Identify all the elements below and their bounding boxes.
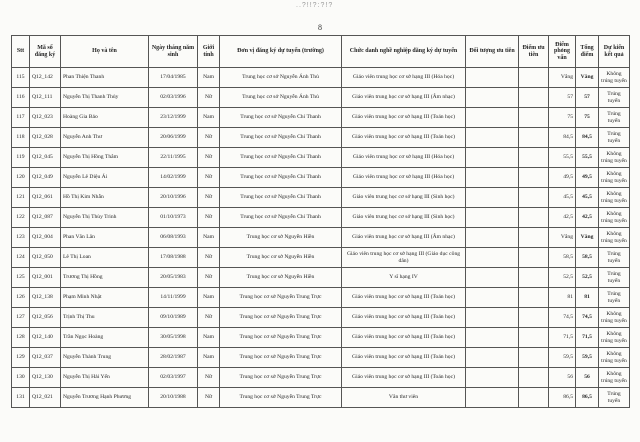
- cell-chuc-danh: Giáo viên trung học cơ sở hạng III (Sinh học): [342, 208, 466, 228]
- cell-tong-diem: 57: [576, 88, 599, 108]
- cell-ho-ten: Hồ Thị Kim Nhẫn: [61, 188, 149, 208]
- table-row: [12, 288, 630, 308]
- table-row: [12, 228, 630, 248]
- cell-chuc-danh: Giáo viên trung học cơ sở hạng III (Sinh học): [342, 188, 466, 208]
- cell-du-kien: Không trúng tuyển: [599, 148, 630, 168]
- cell-du-kien: Không trúng tuyển: [599, 208, 630, 228]
- page-number: 8: [318, 23, 322, 32]
- cell-ngay-sinh: 23/12/1999: [149, 108, 198, 128]
- cell-du-kien: Trúng tuyển: [599, 268, 630, 288]
- cell-ngay-sinh: 20/05/1983: [149, 268, 198, 288]
- cell-doi-tuong: [466, 308, 519, 328]
- cell-ma-so: Q12_087: [30, 208, 61, 228]
- table-row: [12, 148, 630, 168]
- table-header-row: [12, 36, 630, 68]
- results-table: [11, 35, 630, 408]
- cell-doi-tuong: [466, 348, 519, 368]
- cell-doi-tuong: [466, 288, 519, 308]
- cell-gioi-tinh: Nữ: [198, 168, 220, 188]
- cell-ma-so: Q12_061: [30, 188, 61, 208]
- header-stt: Stt: [12, 36, 30, 68]
- header-du-kien: Dự kiến kết quả: [599, 36, 630, 68]
- cell-gioi-tinh: Nam: [198, 68, 220, 88]
- cell-diem-uu-tien: [519, 168, 549, 188]
- cell-stt: 122: [12, 208, 30, 228]
- cell-ngay-sinh: 14/11/1999: [149, 288, 198, 308]
- cell-gioi-tinh: Nam: [198, 108, 220, 128]
- cell-ma-so: Q12_050: [30, 248, 61, 268]
- table-row: [12, 68, 630, 88]
- header-tong-diem: Tổng điểm: [576, 36, 599, 68]
- cell-diem-uu-tien: [519, 348, 549, 368]
- cell-don-vi: Trung học cơ sở Nguyễn Ánh Thủ: [220, 88, 342, 108]
- cell-doi-tuong: [466, 388, 519, 408]
- cell-don-vi: Trung học cơ sở Nguyễn Trung Trực: [220, 288, 342, 308]
- cell-stt: 124: [12, 248, 30, 268]
- cell-ma-so: Q12_111: [30, 88, 61, 108]
- cell-ma-so: Q12_023: [30, 108, 61, 128]
- cell-du-kien: Trúng tuyển: [599, 288, 630, 308]
- cell-chuc-danh: Giáo viên trung học cơ sở hạng III (Âm nhạc): [342, 88, 466, 108]
- cell-chuc-danh: Y sĩ hạng IV: [342, 268, 466, 288]
- cell-diem-uu-tien: [519, 148, 549, 168]
- cell-ho-ten: Trương Thị Hồng: [61, 268, 149, 288]
- cell-du-kien: Không trúng tuyển: [599, 168, 630, 188]
- cell-stt: 130: [12, 368, 30, 388]
- table-row: [12, 108, 630, 128]
- cell-don-vi: Trung học cơ sở Nguyễn Chí Thanh: [220, 188, 342, 208]
- table-row: [12, 388, 630, 408]
- cell-gioi-tinh: Nam: [198, 228, 220, 248]
- cell-du-kien: Không trúng tuyển: [599, 68, 630, 88]
- cell-chuc-danh: Giáo viên trung học cơ sở hạng III (Toán học): [342, 308, 466, 328]
- cell-diem-phong-van: Vắng: [549, 68, 576, 88]
- cell-diem-phong-van: 56: [549, 368, 576, 388]
- cell-tong-diem: 71,5: [576, 328, 599, 348]
- cell-diem-uu-tien: [519, 208, 549, 228]
- cell-gioi-tinh: Nữ: [198, 268, 220, 288]
- cell-tong-diem: 45,5: [576, 188, 599, 208]
- cell-ma-so: Q12_130: [30, 368, 61, 388]
- cell-chuc-danh: Giáo viên trung học cơ sở hạng III (Toán học): [342, 348, 466, 368]
- header-ngay-sinh: Ngày tháng năm sinh: [149, 36, 198, 68]
- cell-diem-phong-van: 52,5: [549, 268, 576, 288]
- cell-stt: 125: [12, 268, 30, 288]
- cell-ngay-sinh: 20/10/1988: [149, 388, 198, 408]
- cell-ma-so: Q12_001: [30, 268, 61, 288]
- cell-stt: 126: [12, 288, 30, 308]
- cell-ngay-sinh: 20/06/1999: [149, 128, 198, 148]
- cell-ho-ten: Trần Ngọc Hoàng: [61, 328, 149, 348]
- cell-gioi-tinh: Nữ: [198, 368, 220, 388]
- cell-ma-so: Q12_021: [30, 388, 61, 408]
- table-row: [12, 348, 630, 368]
- cell-doi-tuong: [466, 88, 519, 108]
- cell-doi-tuong: [466, 268, 519, 288]
- cell-diem-phong-van: 81: [549, 288, 576, 308]
- cell-chuc-danh: Giáo viên trung học cơ sở hạng III (Toán học): [342, 328, 466, 348]
- cell-ma-so: Q12_028: [30, 128, 61, 148]
- cell-gioi-tinh: Nữ: [198, 148, 220, 168]
- cell-diem-phong-van: 45,5: [549, 188, 576, 208]
- cell-du-kien: Trúng tuyển: [599, 388, 630, 408]
- cell-diem-uu-tien: [519, 68, 549, 88]
- cell-tong-diem: Vắng: [576, 228, 599, 248]
- cell-chuc-danh: Giáo viên trung học cơ sở hạng III (Hóa học): [342, 148, 466, 168]
- cell-diem-phong-van: 86,5: [549, 388, 576, 408]
- cell-ho-ten: Phan Thiện Thanh: [61, 68, 149, 88]
- table-row: [12, 368, 630, 388]
- cell-diem-phong-van: 75: [549, 108, 576, 128]
- table-row: [12, 88, 630, 108]
- cell-diem-uu-tien: [519, 308, 549, 328]
- table-row: [12, 188, 630, 208]
- cell-ma-so: Q12_138: [30, 288, 61, 308]
- cell-doi-tuong: [466, 108, 519, 128]
- cell-doi-tuong: [466, 168, 519, 188]
- cell-diem-phong-van: Vắng: [549, 228, 576, 248]
- cell-ngay-sinh: 09/10/1989: [149, 308, 198, 328]
- cell-diem-phong-van: 84,5: [549, 128, 576, 148]
- cell-ma-so: Q12_004: [30, 228, 61, 248]
- cell-doi-tuong: [466, 68, 519, 88]
- cell-don-vi: Trung học cơ sở Nguyễn Trung Trực: [220, 308, 342, 328]
- cell-du-kien: Không trúng tuyển: [599, 368, 630, 388]
- cell-diem-uu-tien: [519, 228, 549, 248]
- cell-diem-uu-tien: [519, 88, 549, 108]
- cell-diem-uu-tien: [519, 288, 549, 308]
- cell-gioi-tinh: Nữ: [198, 388, 220, 408]
- cell-don-vi: Trung học cơ sở Nguyễn Trung Trực: [220, 388, 342, 408]
- scan-stamp: ..?!!?:?!?: [296, 2, 334, 9]
- cell-diem-uu-tien: [519, 268, 549, 288]
- table-row: [12, 268, 630, 288]
- cell-stt: 119: [12, 148, 30, 168]
- header-doi-tuong: Đối tượng ưu tiên: [466, 36, 519, 68]
- cell-ma-so: Q12_140: [30, 328, 61, 348]
- cell-diem-uu-tien: [519, 108, 549, 128]
- cell-stt: 129: [12, 348, 30, 368]
- cell-diem-uu-tien: [519, 328, 549, 348]
- cell-du-kien: Trúng tuyển: [599, 128, 630, 148]
- cell-ma-so: Q12_049: [30, 168, 61, 188]
- table-row: [12, 328, 630, 348]
- header-chuc-danh: Chức danh nghề nghiệp đăng ký dự tuyển: [342, 36, 466, 68]
- cell-diem-phong-van: 42,5: [549, 208, 576, 228]
- cell-ngay-sinh: 22/11/1995: [149, 148, 198, 168]
- cell-don-vi: Trung học cơ sở Nguyễn Ánh Thủ: [220, 68, 342, 88]
- cell-stt: 131: [12, 388, 30, 408]
- cell-du-kien: Trúng tuyển: [599, 108, 630, 128]
- cell-ngay-sinh: 17/04/1985: [149, 68, 198, 88]
- cell-ngay-sinh: 02/03/1996: [149, 88, 198, 108]
- cell-tong-diem: 55,5: [576, 148, 599, 168]
- cell-doi-tuong: [466, 148, 519, 168]
- cell-tong-diem: Vắng: [576, 68, 599, 88]
- cell-don-vi: Trung học cơ sở Nguyễn Trung Trực: [220, 348, 342, 368]
- cell-diem-phong-van: 74,5: [549, 308, 576, 328]
- cell-ho-ten: Nguyễn Thị Thùy Trinh: [61, 208, 149, 228]
- cell-doi-tuong: [466, 328, 519, 348]
- cell-doi-tuong: [466, 188, 519, 208]
- cell-gioi-tinh: Nữ: [198, 88, 220, 108]
- cell-chuc-danh: Giáo viên trung học cơ sở hạng III (Hóa học): [342, 168, 466, 188]
- cell-ho-ten: Nguyễn Trương Hạnh Phương: [61, 388, 149, 408]
- cell-ngay-sinh: 06/08/1993: [149, 228, 198, 248]
- cell-gioi-tinh: Nữ: [198, 248, 220, 268]
- cell-ho-ten: Trịnh Thị Thu: [61, 308, 149, 328]
- cell-stt: 116: [12, 88, 30, 108]
- cell-ngay-sinh: 14/02/1999: [149, 168, 198, 188]
- cell-tong-diem: 84,5: [576, 128, 599, 148]
- cell-don-vi: Trung học cơ sở Nguyễn Hiền: [220, 228, 342, 248]
- cell-gioi-tinh: Nữ: [198, 308, 220, 328]
- cell-ngay-sinh: 30/05/1998: [149, 328, 198, 348]
- cell-doi-tuong: [466, 228, 519, 248]
- table-row: [12, 308, 630, 328]
- cell-chuc-danh: Giáo viên trung học cơ sở hạng III (Âm nhạc): [342, 228, 466, 248]
- cell-ma-so: Q12_037: [30, 348, 61, 368]
- header-ma-so: Mã số đăng ký: [30, 36, 61, 68]
- cell-diem-phong-van: 49,5: [549, 168, 576, 188]
- cell-ngay-sinh: 28/02/1987: [149, 348, 198, 368]
- cell-ho-ten: Nguyễn Thị Hải Yến: [61, 368, 149, 388]
- cell-gioi-tinh: Nam: [198, 288, 220, 308]
- cell-diem-phong-van: 55,5: [549, 148, 576, 168]
- cell-stt: 121: [12, 188, 30, 208]
- cell-tong-diem: 75: [576, 108, 599, 128]
- cell-du-kien: Không trúng tuyển: [599, 348, 630, 368]
- cell-don-vi: Trung học cơ sở Nguyễn Hiền: [220, 268, 342, 288]
- header-diem-uu-tien: Điểm ưu tiên: [519, 36, 549, 68]
- cell-tong-diem: 74,5: [576, 308, 599, 328]
- cell-diem-phong-van: 57: [549, 88, 576, 108]
- header-don-vi: Đơn vị đăng ký dự tuyển (trường): [220, 36, 342, 68]
- cell-chuc-danh: Văn thư viên: [342, 388, 466, 408]
- cell-don-vi: Trung học cơ sở Nguyễn Trung Trực: [220, 368, 342, 388]
- cell-du-kien: Trúng tuyển: [599, 88, 630, 108]
- cell-ho-ten: Nguyễn Anh Thư: [61, 128, 149, 148]
- table-row: [12, 248, 630, 268]
- cell-du-kien: Không trúng tuyển: [599, 228, 630, 248]
- cell-tong-diem: 42,5: [576, 208, 599, 228]
- cell-ho-ten: Nguyễn Thị Hồng Thắm: [61, 148, 149, 168]
- cell-don-vi: Trung học cơ sở Nguyễn Hiền: [220, 248, 342, 268]
- cell-don-vi: Trung học cơ sở Nguyễn Chí Thanh: [220, 128, 342, 148]
- cell-don-vi: Trung học cơ sở Nguyễn Chí Thanh: [220, 148, 342, 168]
- cell-diem-uu-tien: [519, 368, 549, 388]
- cell-chuc-danh: Giáo viên trung học cơ sở hạng III (Toán học): [342, 368, 466, 388]
- cell-diem-uu-tien: [519, 188, 549, 208]
- cell-ngay-sinh: 20/10/1996: [149, 188, 198, 208]
- cell-ngay-sinh: 17/08/1988: [149, 248, 198, 268]
- cell-ma-so: Q12_045: [30, 148, 61, 168]
- cell-diem-uu-tien: [519, 128, 549, 148]
- cell-stt: 128: [12, 328, 30, 348]
- cell-gioi-tinh: Nữ: [198, 128, 220, 148]
- cell-gioi-tinh: Nam: [198, 348, 220, 368]
- cell-don-vi: Trung học cơ sở Nguyễn Trung Trực: [220, 328, 342, 348]
- cell-tong-diem: 81: [576, 288, 599, 308]
- cell-chuc-danh: Giáo viên trung học cơ sở hạng III (Giáo dục công dân): [342, 248, 466, 268]
- cell-ho-ten: Hoàng Gia Bảo: [61, 108, 149, 128]
- cell-diem-uu-tien: [519, 388, 549, 408]
- cell-du-kien: Trúng tuyển: [599, 248, 630, 268]
- cell-ho-ten: Nguyễn Thành Trung: [61, 348, 149, 368]
- cell-diem-phong-van: 58,5: [549, 248, 576, 268]
- cell-du-kien: Không trúng tuyển: [599, 188, 630, 208]
- cell-don-vi: Trung học cơ sở Nguyễn Chí Thanh: [220, 208, 342, 228]
- cell-tong-diem: 52,5: [576, 268, 599, 288]
- cell-du-kien: Không trúng tuyển: [599, 308, 630, 328]
- cell-tong-diem: 56: [576, 368, 599, 388]
- cell-tong-diem: 86,5: [576, 388, 599, 408]
- cell-ngay-sinh: 02/03/1997: [149, 368, 198, 388]
- cell-ma-so: Q12_142: [30, 68, 61, 88]
- cell-ho-ten: Phan Văn Lân: [61, 228, 149, 248]
- table-body: [12, 68, 630, 408]
- cell-ma-so: Q12_056: [30, 308, 61, 328]
- cell-ho-ten: Phạm Minh Nhật: [61, 288, 149, 308]
- cell-tong-diem: 59,5: [576, 348, 599, 368]
- cell-diem-phong-van: 59,5: [549, 348, 576, 368]
- table-row: [12, 168, 630, 188]
- cell-doi-tuong: [466, 128, 519, 148]
- header-diem-phong-van: Điểm phỏng vấn: [549, 36, 576, 68]
- header-gioi-tinh: Giới tính: [198, 36, 220, 68]
- cell-chuc-danh: Giáo viên trung học cơ sở hạng III (Hóa học): [342, 68, 466, 88]
- cell-gioi-tinh: Nam: [198, 328, 220, 348]
- table-row: [12, 208, 630, 228]
- cell-diem-uu-tien: [519, 248, 549, 268]
- cell-gioi-tinh: Nữ: [198, 188, 220, 208]
- cell-don-vi: Trung học cơ sở Nguyễn Chí Thanh: [220, 168, 342, 188]
- cell-ho-ten: Lê Thị Loan: [61, 248, 149, 268]
- cell-doi-tuong: [466, 248, 519, 268]
- cell-doi-tuong: [466, 208, 519, 228]
- cell-chuc-danh: Giáo viên trung học cơ sở hạng III (Toán học): [342, 128, 466, 148]
- table-row: [12, 128, 630, 148]
- cell-chuc-danh: Giáo viên trung học cơ sở hạng III (Toán học): [342, 288, 466, 308]
- cell-stt: 117: [12, 108, 30, 128]
- cell-stt: 120: [12, 168, 30, 188]
- header-ho-ten: Họ và tên: [61, 36, 149, 68]
- cell-gioi-tinh: Nữ: [198, 208, 220, 228]
- cell-stt: 127: [12, 308, 30, 328]
- cell-ho-ten: Nguyễn Thị Thanh Thủy: [61, 88, 149, 108]
- cell-diem-phong-van: 71,5: [549, 328, 576, 348]
- cell-tong-diem: 58,5: [576, 248, 599, 268]
- cell-doi-tuong: [466, 368, 519, 388]
- cell-stt: 118: [12, 128, 30, 148]
- cell-tong-diem: 49,5: [576, 168, 599, 188]
- cell-du-kien: Không trúng tuyển: [599, 328, 630, 348]
- cell-stt: 115: [12, 68, 30, 88]
- cell-chuc-danh: Giáo viên trung học cơ sở hạng III (Toán học): [342, 108, 466, 128]
- cell-ho-ten: Nguyễn Lê Diệu Ái: [61, 168, 149, 188]
- cell-stt: 123: [12, 228, 30, 248]
- cell-ngay-sinh: 01/10/1973: [149, 208, 198, 228]
- cell-don-vi: Trung học cơ sở Nguyễn Chí Thanh: [220, 108, 342, 128]
